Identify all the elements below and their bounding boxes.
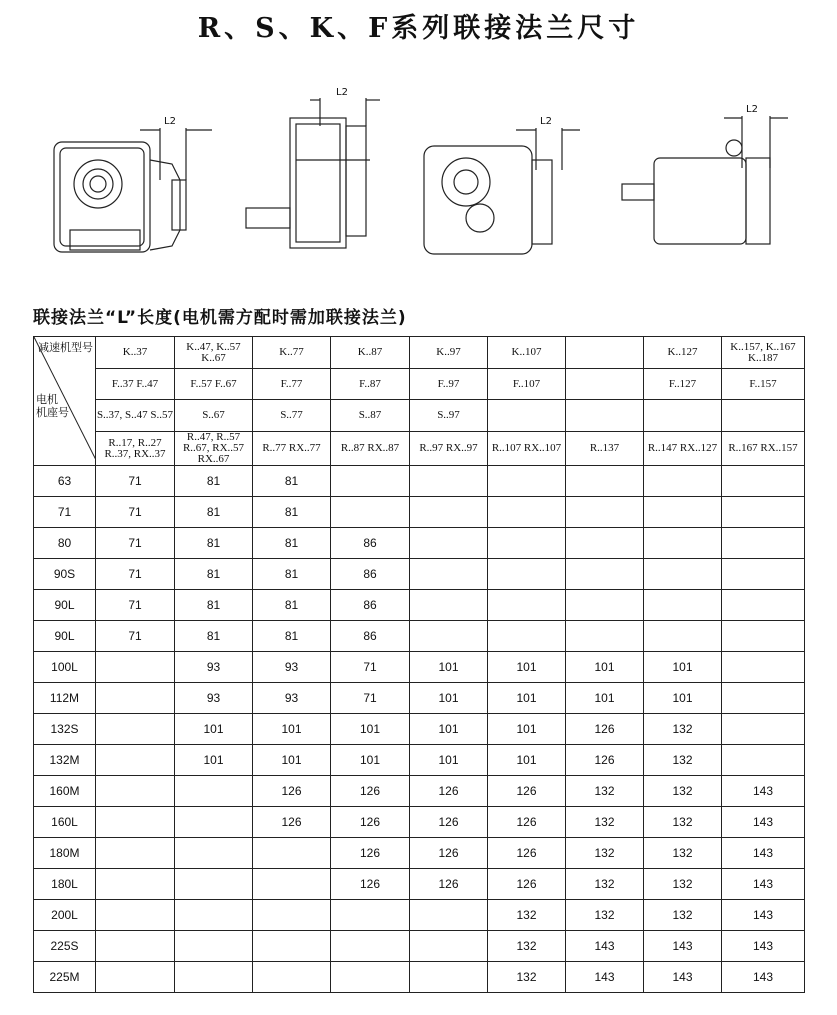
flange-length-cell: 101 bbox=[488, 683, 566, 714]
flange-length-cell bbox=[410, 931, 488, 962]
flange-length-cell: 81 bbox=[175, 621, 253, 652]
reducer-model-label: 减速机型号 bbox=[38, 341, 93, 354]
flange-length-cell bbox=[331, 497, 410, 528]
flange-length-cell bbox=[175, 807, 253, 838]
table-row bbox=[34, 497, 805, 528]
flange-length-cell bbox=[175, 869, 253, 900]
motor-frame-cell: 160L bbox=[34, 807, 96, 838]
flange-length-cell: 101 bbox=[175, 745, 253, 776]
motor-frame-cell: 63 bbox=[34, 466, 96, 497]
flange-length-cell bbox=[722, 714, 805, 745]
flange-length-cell: 101 bbox=[644, 683, 722, 714]
flange-length-cell bbox=[722, 559, 805, 590]
k-series-gearmotor-drawing bbox=[54, 116, 212, 252]
flange-length-cell: 71 bbox=[96, 590, 175, 621]
flange-length-cell: 81 bbox=[175, 559, 253, 590]
flange-length-cell bbox=[644, 528, 722, 559]
flange-length-cell bbox=[331, 466, 410, 497]
flange-length-cell: 93 bbox=[253, 652, 331, 683]
motor-frame-cell: 112M bbox=[34, 683, 96, 714]
table-row bbox=[34, 838, 805, 869]
header-row-r bbox=[34, 432, 805, 466]
flange-length-cell: 81 bbox=[253, 621, 331, 652]
flange-length-cell bbox=[96, 745, 175, 776]
motor-frame-cell: 71 bbox=[34, 497, 96, 528]
s-model-cell bbox=[566, 400, 644, 432]
flange-length-cell: 143 bbox=[722, 962, 805, 993]
flange-length-cell bbox=[253, 900, 331, 931]
flange-length-cell: 132 bbox=[644, 745, 722, 776]
flange-length-cell: 126 bbox=[488, 807, 566, 838]
table-subtitle: 联接法兰“L”长度(电机需方配时需加联接法兰) bbox=[33, 308, 407, 328]
flange-length-cell: 126 bbox=[488, 869, 566, 900]
f-model-cell: F..107 bbox=[488, 369, 566, 400]
flange-length-cell: 86 bbox=[331, 559, 410, 590]
flange-length-cell bbox=[96, 900, 175, 931]
flange-length-cell: 126 bbox=[410, 776, 488, 807]
r-model-cell: R..147 RX..127 bbox=[644, 432, 722, 466]
motor-frame-cell: 100L bbox=[34, 652, 96, 683]
flange-length-cell: 143 bbox=[566, 962, 644, 993]
table-row bbox=[34, 714, 805, 745]
k-model-cell: K..77 bbox=[253, 337, 331, 369]
k-model-cell: K..107 bbox=[488, 337, 566, 369]
flange-length-cell: 126 bbox=[331, 869, 410, 900]
motor-frame-cell: 90S bbox=[34, 559, 96, 590]
k-model-cell: K..87 bbox=[331, 337, 410, 369]
flange-length-cell bbox=[566, 497, 644, 528]
flange-length-cell: 93 bbox=[253, 683, 331, 714]
flange-length-cell bbox=[644, 590, 722, 621]
s-model-cell: S..97 bbox=[410, 400, 488, 432]
flange-length-cell bbox=[722, 590, 805, 621]
flange-length-cell: 132 bbox=[566, 900, 644, 931]
s-model-cell: S..37, S..47 S..57 bbox=[96, 400, 175, 432]
flange-length-cell: 126 bbox=[488, 776, 566, 807]
flange-length-cell: 101 bbox=[566, 683, 644, 714]
motor-frame-cell: 90L bbox=[34, 621, 96, 652]
s-model-cell: S..67 bbox=[175, 400, 253, 432]
f-model-cell: F..127 bbox=[644, 369, 722, 400]
f-model-cell: F..97 bbox=[410, 369, 488, 400]
r-model-cell: R..77 RX..77 bbox=[253, 432, 331, 466]
flange-length-cell: 81 bbox=[253, 497, 331, 528]
flange-length-cell: 143 bbox=[644, 931, 722, 962]
flange-length-cell bbox=[722, 683, 805, 714]
r-model-cell: R..167 RX..157 bbox=[722, 432, 805, 466]
flange-length-cell: 126 bbox=[253, 807, 331, 838]
s-model-cell bbox=[488, 400, 566, 432]
k-model-cell: K..127 bbox=[644, 337, 722, 369]
motor-frame-cell: 225S bbox=[34, 931, 96, 962]
flange-length-cell bbox=[253, 962, 331, 993]
flange-length-cell: 101 bbox=[410, 652, 488, 683]
table-row bbox=[34, 869, 805, 900]
flange-length-cell: 143 bbox=[566, 931, 644, 962]
table-corner-header bbox=[34, 337, 96, 466]
flange-length-cell: 132 bbox=[488, 900, 566, 931]
flange-length-cell bbox=[644, 559, 722, 590]
motor-frame-cell: 90L bbox=[34, 590, 96, 621]
flange-length-cell: 143 bbox=[722, 900, 805, 931]
r-model-cell: R..97 RX..97 bbox=[410, 432, 488, 466]
flange-length-cell: 71 bbox=[96, 466, 175, 497]
flange-length-cell: 132 bbox=[644, 838, 722, 869]
flange-length-cell: 86 bbox=[331, 528, 410, 559]
flange-length-cell: 101 bbox=[488, 652, 566, 683]
flange-length-cell bbox=[566, 528, 644, 559]
k-model-cell: K..37 bbox=[96, 337, 175, 369]
flange-length-cell bbox=[644, 466, 722, 497]
flange-length-cell: 101 bbox=[331, 714, 410, 745]
flange-length-cell: 132 bbox=[566, 776, 644, 807]
flange-length-cell: 126 bbox=[331, 838, 410, 869]
flange-length-cell bbox=[410, 466, 488, 497]
header-row-f bbox=[34, 369, 805, 400]
flange-length-cell: 71 bbox=[96, 559, 175, 590]
s-series-gearmotor-drawing bbox=[246, 87, 380, 248]
motor-frame-cell: 225M bbox=[34, 962, 96, 993]
f-model-cell: F..57 F..67 bbox=[175, 369, 253, 400]
flange-length-cell bbox=[488, 590, 566, 621]
flange-length-cell: 132 bbox=[566, 807, 644, 838]
motor-frame-cell: 180M bbox=[34, 838, 96, 869]
flange-length-cell bbox=[566, 466, 644, 497]
flange-length-cell: 132 bbox=[644, 807, 722, 838]
flange-length-cell: 126 bbox=[331, 807, 410, 838]
flange-length-cell bbox=[722, 466, 805, 497]
flange-length-cell bbox=[96, 869, 175, 900]
table-row bbox=[34, 931, 805, 962]
flange-length-cell bbox=[644, 497, 722, 528]
dimension-label-2: L2 bbox=[336, 87, 348, 98]
flange-length-cell: 132 bbox=[644, 714, 722, 745]
flange-length-cell bbox=[722, 621, 805, 652]
f-model-cell: F..87 bbox=[331, 369, 410, 400]
flange-length-cell bbox=[410, 962, 488, 993]
flange-length-cell: 132 bbox=[488, 962, 566, 993]
table-row bbox=[34, 683, 805, 714]
flange-length-cell: 71 bbox=[331, 683, 410, 714]
flange-length-cell: 93 bbox=[175, 652, 253, 683]
flange-length-cell: 81 bbox=[175, 466, 253, 497]
flange-length-cell: 126 bbox=[566, 745, 644, 776]
motor-frame-cell: 132S bbox=[34, 714, 96, 745]
flange-length-cell bbox=[253, 838, 331, 869]
table-row bbox=[34, 466, 805, 497]
flange-length-cell bbox=[331, 931, 410, 962]
flange-length-cell bbox=[331, 900, 410, 931]
flange-length-cell: 126 bbox=[410, 838, 488, 869]
table-row bbox=[34, 900, 805, 931]
flange-length-cell: 126 bbox=[488, 838, 566, 869]
flange-length-cell bbox=[566, 590, 644, 621]
flange-length-cell bbox=[410, 497, 488, 528]
flange-length-cell bbox=[644, 621, 722, 652]
table-row bbox=[34, 621, 805, 652]
s-model-cell: S..87 bbox=[331, 400, 410, 432]
flange-length-cell: 132 bbox=[644, 900, 722, 931]
flange-length-cell bbox=[488, 466, 566, 497]
flange-length-cell bbox=[175, 962, 253, 993]
table-row bbox=[34, 528, 805, 559]
motor-frame-cell: 180L bbox=[34, 869, 96, 900]
flange-length-cell bbox=[410, 559, 488, 590]
flange-length-cell: 143 bbox=[644, 962, 722, 993]
flange-length-cell: 101 bbox=[488, 745, 566, 776]
flange-length-cell: 132 bbox=[488, 931, 566, 962]
table-row bbox=[34, 962, 805, 993]
dimension-label-4: L2 bbox=[746, 104, 758, 115]
flange-length-cell: 81 bbox=[253, 559, 331, 590]
gearmotor-drawings bbox=[40, 80, 820, 270]
flange-length-cell: 101 bbox=[644, 652, 722, 683]
flange-length-cell: 101 bbox=[410, 683, 488, 714]
flange-length-cell: 71 bbox=[331, 652, 410, 683]
dimension-label-1: L2 bbox=[164, 116, 176, 127]
dimension-label-3: L2 bbox=[540, 116, 552, 127]
table-row bbox=[34, 807, 805, 838]
header-row-k bbox=[34, 337, 805, 369]
flange-length-cell bbox=[96, 931, 175, 962]
motor-frame-cell: 160M bbox=[34, 776, 96, 807]
flange-length-cell: 81 bbox=[175, 528, 253, 559]
r-model-cell: R..107 RX..107 bbox=[488, 432, 566, 466]
flange-length-cell: 81 bbox=[253, 466, 331, 497]
flange-length-cell: 101 bbox=[253, 714, 331, 745]
flange-length-cell: 143 bbox=[722, 807, 805, 838]
flange-length-cell: 132 bbox=[566, 869, 644, 900]
flange-length-cell bbox=[175, 776, 253, 807]
flange-length-cell bbox=[722, 497, 805, 528]
flange-length-cell: 126 bbox=[410, 869, 488, 900]
flange-length-cell bbox=[96, 962, 175, 993]
flange-length-cell bbox=[96, 652, 175, 683]
flange-length-cell: 86 bbox=[331, 590, 410, 621]
flange-length-cell bbox=[566, 621, 644, 652]
flange-length-cell: 101 bbox=[175, 714, 253, 745]
flange-length-cell bbox=[722, 745, 805, 776]
flange-length-cell: 101 bbox=[410, 745, 488, 776]
flange-length-cell: 93 bbox=[175, 683, 253, 714]
f-model-cell: F..77 bbox=[253, 369, 331, 400]
flange-length-cell bbox=[175, 931, 253, 962]
r-model-cell: R..17, R..27 R..37, RX..37 bbox=[96, 432, 175, 466]
flange-length-cell bbox=[410, 528, 488, 559]
flange-length-cell: 81 bbox=[175, 497, 253, 528]
flange-length-cell bbox=[175, 838, 253, 869]
flange-length-cell bbox=[488, 497, 566, 528]
header-row-s bbox=[34, 400, 805, 432]
flange-length-cell: 81 bbox=[175, 590, 253, 621]
flange-length-cell: 126 bbox=[253, 776, 331, 807]
table-row bbox=[34, 745, 805, 776]
flange-length-cell: 132 bbox=[644, 776, 722, 807]
flange-length-cell bbox=[722, 528, 805, 559]
k-model-cell: K..157, K..167 K..187 bbox=[722, 337, 805, 369]
flange-length-cell bbox=[331, 962, 410, 993]
flange-length-cell bbox=[96, 683, 175, 714]
r-model-cell: R..47, R..57 R..67, RX..57 RX..67 bbox=[175, 432, 253, 466]
flange-length-cell: 71 bbox=[96, 621, 175, 652]
r-model-cell: R..137 bbox=[566, 432, 644, 466]
s-model-cell bbox=[722, 400, 805, 432]
table-row bbox=[34, 590, 805, 621]
flange-length-cell bbox=[96, 838, 175, 869]
k-model-cell bbox=[566, 337, 644, 369]
motor-frame-cell: 80 bbox=[34, 528, 96, 559]
flange-length-cell: 101 bbox=[566, 652, 644, 683]
f-model-cell: F..37 F..47 bbox=[96, 369, 175, 400]
flange-length-cell bbox=[488, 621, 566, 652]
flange-length-cell: 71 bbox=[96, 497, 175, 528]
flange-length-cell bbox=[410, 900, 488, 931]
flange-length-cell bbox=[566, 559, 644, 590]
flange-length-cell: 143 bbox=[722, 838, 805, 869]
flange-length-cell: 143 bbox=[722, 776, 805, 807]
f-model-cell: F..157 bbox=[722, 369, 805, 400]
s-model-cell: S..77 bbox=[253, 400, 331, 432]
flange-length-cell bbox=[175, 900, 253, 931]
flange-length-cell: 101 bbox=[253, 745, 331, 776]
flange-length-cell bbox=[96, 807, 175, 838]
flange-dimension-table bbox=[33, 336, 805, 993]
f-series-gearmotor-drawing bbox=[622, 104, 788, 244]
f-model-cell bbox=[566, 369, 644, 400]
table-row bbox=[34, 652, 805, 683]
flange-length-cell: 126 bbox=[410, 807, 488, 838]
r-series-gearmotor-drawing bbox=[424, 116, 580, 254]
flange-length-cell bbox=[96, 776, 175, 807]
flange-length-cell bbox=[410, 621, 488, 652]
r-model-cell: R..87 RX..87 bbox=[331, 432, 410, 466]
flange-length-cell: 126 bbox=[331, 776, 410, 807]
flange-length-cell: 101 bbox=[488, 714, 566, 745]
flange-length-cell: 132 bbox=[566, 838, 644, 869]
flange-length-cell bbox=[410, 590, 488, 621]
flange-length-cell: 86 bbox=[331, 621, 410, 652]
flange-length-cell: 101 bbox=[331, 745, 410, 776]
flange-length-cell bbox=[488, 528, 566, 559]
motor-frame-cell: 132M bbox=[34, 745, 96, 776]
motor-frame-cell: 200L bbox=[34, 900, 96, 931]
flange-length-cell bbox=[722, 652, 805, 683]
flange-length-cell bbox=[96, 714, 175, 745]
k-model-cell: K..97 bbox=[410, 337, 488, 369]
flange-length-cell: 132 bbox=[644, 869, 722, 900]
flange-length-cell: 81 bbox=[253, 590, 331, 621]
page-title: R、S、K、F系列联接法兰尺寸 bbox=[197, 13, 640, 44]
flange-length-cell: 143 bbox=[722, 931, 805, 962]
flange-length-cell: 101 bbox=[410, 714, 488, 745]
flange-length-cell bbox=[253, 931, 331, 962]
table-row bbox=[34, 776, 805, 807]
motor-frame-label: 电机 机座号 bbox=[36, 393, 69, 419]
s-model-cell bbox=[644, 400, 722, 432]
flange-length-cell bbox=[253, 869, 331, 900]
flange-length-cell: 71 bbox=[96, 528, 175, 559]
table-row bbox=[34, 559, 805, 590]
flange-length-cell: 143 bbox=[722, 869, 805, 900]
k-model-cell: K..47, K..57 K..67 bbox=[175, 337, 253, 369]
flange-length-cell: 126 bbox=[566, 714, 644, 745]
flange-length-cell: 81 bbox=[253, 528, 331, 559]
flange-length-cell bbox=[488, 559, 566, 590]
